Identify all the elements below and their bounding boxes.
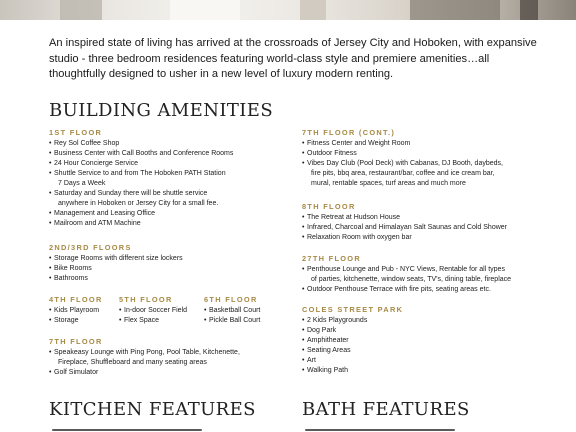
- eighth-floor-block: [302, 202, 507, 243]
- fourth-floor-block: [49, 295, 103, 326]
- list-item: • Business Center with Call Booths and Conference Rooms: [49, 149, 233, 159]
- floor-header: 2ND/3RD FLOORS: [49, 243, 132, 252]
- list-item: • Shuttle Service to and from The Hoboken PATH Station: [49, 169, 233, 179]
- list-item: • Management and Leasing Office: [49, 209, 233, 219]
- list-item: • Golf Simulator: [49, 368, 240, 378]
- list-item: • 24 Hour Concierge Service: [49, 159, 233, 169]
- list-item: • Storage Rooms with different size lockers: [49, 254, 183, 264]
- hero-photo-detail: [410, 0, 500, 20]
- first-floor-block: [49, 128, 233, 229]
- list-item: • Mailroom and ATM Machine: [49, 219, 233, 229]
- list-item: • Bathrooms: [49, 274, 183, 284]
- list-item-continuation: anywhere in Hoboken or Jersey City for a small fee.: [58, 200, 219, 207]
- floor-header: 1ST FLOOR: [49, 128, 103, 137]
- fifth-floor-block: [119, 295, 187, 326]
- bath-features-title: BATH FEATURES: [302, 399, 470, 420]
- list-item: • Art: [302, 356, 403, 366]
- amenity-list: [49, 306, 103, 326]
- list-item: • Penthouse Lounge and Pub - NYC Views, Rentable for all types: [302, 265, 511, 275]
- list-item: • Saturday and Sunday there will be shuttle service: [49, 189, 233, 199]
- floor-header: 7TH FLOOR: [49, 337, 103, 346]
- list-item: • Kids Playroom: [49, 306, 103, 316]
- amenity-list: [204, 306, 260, 326]
- cropped-text-line: [52, 429, 202, 431]
- list-item: • Seating Areas: [302, 346, 403, 356]
- second-third-floor-block: [49, 243, 183, 284]
- hero-photo-detail: [60, 0, 102, 20]
- amenity-list: [119, 306, 187, 326]
- list-item: • In-door Soccer Field: [119, 306, 187, 316]
- intro-paragraph: An inspired state of living has arrived at the crossroads of Jersey City and Hoboken, with expansive studio - three bedroom residences featuring world-class style and premiere amenities…all thoughtfully designed to usher in a new level of luxury modern renting.: [49, 37, 537, 80]
- coles-street-park-block: [302, 305, 403, 376]
- hero-photo-detail: [170, 0, 240, 20]
- amenity-list: [302, 213, 507, 243]
- building-amenities-title: BUILDING AMENITIES: [49, 100, 274, 121]
- amenity-list: [302, 316, 403, 376]
- floor-header: COLES STREET PARK: [302, 305, 404, 314]
- list-item: • Infrared, Charcoal and Himalayan Salt Saunas and Cold Shower: [302, 223, 507, 233]
- list-item: • Bike Rooms: [49, 264, 183, 274]
- floor-header: 4TH FLOOR: [49, 295, 103, 304]
- list-item: • Walking Path: [302, 366, 403, 376]
- hero-photo-strip: [0, 0, 576, 20]
- floor-header: 8TH FLOOR: [302, 202, 356, 211]
- amenity-list: [49, 254, 183, 284]
- cropped-next-list-strip: [0, 428, 576, 432]
- kitchen-features-title: KITCHEN FEATURES: [49, 399, 256, 420]
- list-item: • Speakeasy Lounge with Ping Pong, Pool Table, Kitchenette,: [49, 348, 240, 358]
- twenty-seventh-floor-block: [302, 254, 511, 295]
- list-item: • The Retreat at Hudson House: [302, 213, 507, 223]
- list-item-continuation: 7 Days a Week: [58, 180, 106, 187]
- list-item: • Dog Park: [302, 326, 403, 336]
- amenity-list: [302, 139, 503, 189]
- cropped-text-line: [305, 429, 455, 431]
- floor-header: 6TH FLOOR: [204, 295, 258, 304]
- seventh-floor-block: [49, 337, 240, 378]
- list-item: • Fitness Center and Weight Room: [302, 139, 503, 149]
- list-item: • Basketball Court: [204, 306, 260, 316]
- list-item-continuation: of parties, kitchenette, window seats, TV's, dining table, fireplace: [311, 276, 512, 283]
- list-item: • 2 Kids Playgrounds: [302, 316, 403, 326]
- list-item: • Amphitheater: [302, 336, 403, 346]
- list-item: • Outdoor Fitness: [302, 149, 503, 159]
- list-item: • Relaxation Room with oxygen bar: [302, 233, 507, 243]
- floor-header: 5TH FLOOR: [119, 295, 173, 304]
- list-item: • Rey Sol Coffee Shop: [49, 139, 233, 149]
- list-item: • Pickle Ball Court: [204, 316, 260, 326]
- list-item-continuation: Fireplace, Shuffleboard and many seating areas: [58, 359, 207, 366]
- amenity-list: [49, 139, 233, 229]
- list-item: • Storage: [49, 316, 103, 326]
- list-item-continuation: fire pits, bbq area, restaurant/bar, coffee and ice cream bar,: [311, 170, 495, 177]
- amenity-list: [302, 265, 511, 295]
- list-item: • Flex Space: [119, 316, 187, 326]
- hero-photo-detail: [520, 0, 538, 20]
- amenity-list: [49, 348, 240, 378]
- seventh-floor-cont-block: [302, 128, 503, 189]
- sixth-floor-block: [204, 295, 260, 326]
- list-item-continuation: mural, rentable spaces, turf areas and much more: [311, 180, 466, 187]
- floor-header: 27TH FLOOR: [302, 254, 361, 263]
- list-item: • Vibes Day Club (Pool Deck) with Cabanas, DJ Booth, daybeds,: [302, 159, 503, 169]
- floor-header: 7TH FLOOR (CONT.): [302, 128, 396, 137]
- list-item: • Outdoor Penthouse Terrace with fire pits, seating areas etc.: [302, 285, 511, 295]
- hero-photo-detail: [300, 0, 326, 20]
